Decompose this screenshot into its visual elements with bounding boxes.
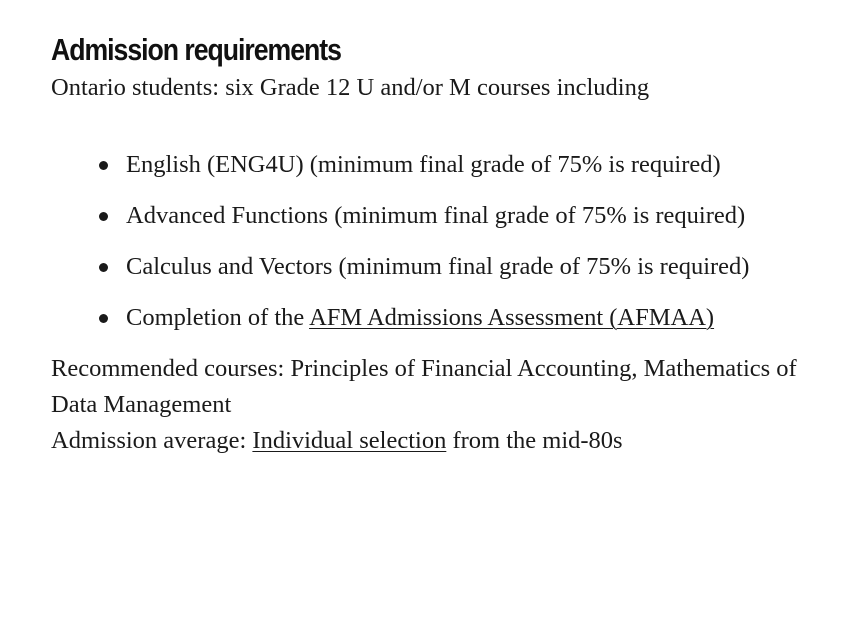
list-item — [126, 300, 846, 336]
requirement-text: English (ENG4U) (minimum final grade of 75% is required) — [126, 151, 721, 178]
requirements-list — [51, 147, 846, 336]
admission-average — [51, 423, 846, 459]
average-suffix: from the mid-80s — [446, 427, 623, 454]
list-item — [126, 249, 846, 285]
bullet-icon — [99, 161, 108, 170]
bullet-icon — [99, 314, 108, 323]
list-item — [126, 198, 846, 234]
requirement-text: Advanced Functions (minimum final grade of 75% is required) — [126, 202, 746, 229]
ontario-students-intro: Ontario students: six Grade 12 U and/or M courses including — [51, 74, 650, 101]
list-item — [126, 147, 846, 183]
recommended-courses: Recommended courses: Principles of Financial Accounting, Mathematics of Data Management — [51, 355, 797, 418]
requirement-text: Calculus and Vectors (minimum final grade of 75% is required) — [126, 253, 750, 280]
average-prefix: Admission average: — [51, 427, 253, 454]
afmaa-link[interactable]: AFM Admissions Assessment (AFMAA) — [309, 304, 715, 331]
bullet-icon — [99, 263, 108, 272]
requirement-prefix: Completion of the — [126, 304, 310, 331]
section-heading: Admission requirements — [51, 32, 341, 67]
individual-selection-link[interactable]: Individual selection — [252, 427, 447, 454]
bullet-icon — [99, 212, 108, 221]
